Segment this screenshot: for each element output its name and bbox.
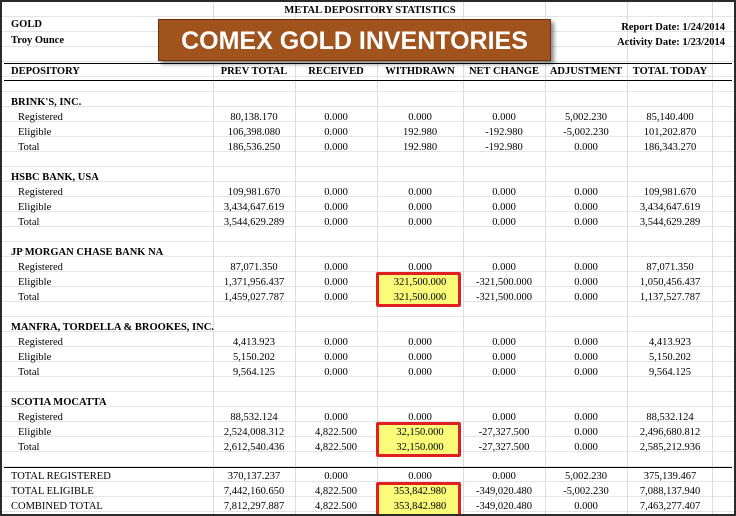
row-label: Eligible [18,277,52,288]
table-cell: 375,139.467 [643,471,697,482]
table-cell: 0.000 [492,187,516,198]
table-cell: 88,532.124 [646,412,694,423]
table-row [2,140,736,155]
totals-row [2,484,736,499]
table-row [2,110,736,125]
table-cell: 4,822.500 [315,501,357,512]
table-cell: 321,500.000 [393,277,447,288]
table-cell: 0.000 [408,412,432,423]
table-row [2,290,736,305]
unit-label: Troy Ounce [11,35,64,46]
row-label: Registered [18,412,63,423]
table-cell: 7,088,137.940 [639,486,701,497]
table-cell: 0.000 [324,127,348,138]
commodity-label: GOLD [11,19,42,30]
row-label: Eligible [18,427,52,438]
table-cell: 0.000 [324,471,348,482]
table-cell: 0.000 [574,367,598,378]
table-cell: 0.000 [408,187,432,198]
section-title: SCOTIA MOCATTA [11,397,107,408]
table-cell: 0.000 [574,277,598,288]
column-header-prev-total: PREV TOTAL [220,66,288,77]
table-cell: 0.000 [574,202,598,213]
table-cell: 32,150.000 [396,442,444,453]
table-cell: 32,150.000 [396,427,444,438]
table-cell: 7,812,297.887 [223,501,285,512]
column-header-received: RECEIVED [308,66,364,77]
report-date: Report Date: 1/24/2014 [621,22,725,33]
table-cell: 1,459,027.787 [223,292,285,303]
table-cell: -27,327.500 [478,427,530,438]
table-cell: 0.000 [324,352,348,363]
totals-row [2,499,736,514]
table-cell: -27,327.500 [478,442,530,453]
table-cell: 0.000 [574,262,598,273]
row-label: Registered [18,262,63,273]
table-cell: 0.000 [324,367,348,378]
table-cell: 0.000 [492,217,516,228]
table-cell: 321,500.000 [393,292,447,303]
table-row [2,350,736,365]
table-row [2,200,736,215]
table-cell: 0.000 [324,337,348,348]
table-cell: 4,413.923 [233,337,275,348]
table-row [2,275,736,290]
table-row [2,185,736,200]
table-cell: 0.000 [492,202,516,213]
row-label: COMBINED TOTAL [11,501,103,512]
table-cell: 192.980 [402,127,438,138]
column-header-withdrawn: WITHDRAWN [385,66,455,77]
row-label: Eligible [18,352,52,363]
table-cell: 0.000 [324,187,348,198]
table-row [2,425,736,440]
table-cell: 0.000 [492,471,516,482]
table-cell: 0.000 [574,412,598,423]
row-label: Total [18,442,40,453]
table-cell: 0.000 [492,412,516,423]
row-label: Total [18,142,40,153]
table-cell: 0.000 [574,292,598,303]
row-label: Registered [18,337,63,348]
table-cell: 0.000 [324,112,348,123]
table-cell: 0.000 [492,367,516,378]
table-cell: 0.000 [408,202,432,213]
table-cell: 4,822.500 [315,486,357,497]
row-label: Eligible [18,202,52,213]
table-row [2,410,736,425]
row-label: Eligible [18,127,52,138]
table-row [2,125,736,140]
table-cell: -349,020.480 [476,486,532,497]
table-cell: 5,150.202 [233,352,275,363]
table-cell: 192.980 [402,142,438,153]
row-label: Total [18,292,40,303]
table-cell: 0.000 [574,337,598,348]
table-cell: 109,981.670 [643,187,697,198]
table-cell: 85,140.400 [646,112,694,123]
table-cell: 2,496,680.812 [639,427,701,438]
table-cell: 0.000 [574,142,598,153]
table-cell: 1,137,527.787 [639,292,701,303]
row-label: TOTAL REGISTERED [11,471,111,482]
table-cell: 87,071.350 [646,262,694,273]
table-cell: 0.000 [408,112,432,123]
table-cell: 7,442,160.650 [223,486,285,497]
table-cell: 0.000 [408,262,432,273]
table-cell: -349,020.480 [476,501,532,512]
table-cell: 1,371,956.437 [223,277,285,288]
table-cell: 0.000 [324,292,348,303]
table-cell: 0.000 [324,412,348,423]
table-cell: 0.000 [324,262,348,273]
table-cell: 0.000 [324,277,348,288]
table-cell: 0.000 [408,367,432,378]
table-cell: 5,002.230 [565,112,607,123]
section-title: BRINK'S, INC. [11,97,82,108]
table-cell: 80,138.170 [230,112,278,123]
table-cell: 0.000 [574,442,598,453]
table-cell: 106,398.080 [227,127,281,138]
table-cell: 0.000 [492,352,516,363]
table-cell: 4,413.923 [649,337,691,348]
table-cell: 2,585,212.936 [639,442,701,453]
table-row [2,215,736,230]
report-title: METAL DEPOSITORY STATISTICS [284,5,456,16]
section-title: JP MORGAN CHASE BANK NA [11,247,164,258]
table-cell: 4,822.500 [315,442,357,453]
section-title: MANFRA, TORDELLA & BROOKES, INC. [11,322,214,333]
table-cell: -321,500.000 [476,292,532,303]
activity-date: Activity Date: 1/23/2014 [617,37,725,48]
table-cell: 353,842.980 [393,486,447,497]
table-cell: 4,822.500 [315,427,357,438]
totals-row [2,469,736,484]
table-cell: 3,434,647.619 [639,202,701,213]
table-cell: 0.000 [408,217,432,228]
table-cell: 87,071.350 [230,262,278,273]
table-cell: 3,544,629.289 [223,217,285,228]
table-cell: 370,137.237 [227,471,281,482]
table-cell: 2,524,008.312 [223,427,285,438]
table-cell: 0.000 [574,352,598,363]
row-label: Registered [18,112,63,123]
table-cell: 0.000 [492,112,516,123]
totals-rule [4,467,732,468]
table-cell: 0.000 [408,337,432,348]
row-label: Registered [18,187,63,198]
column-header-adjustment: ADJUSTMENT [549,66,623,77]
table-cell: 7,463,277.407 [639,501,701,512]
header-rule [4,63,732,64]
table-cell: -5,002.230 [563,127,609,138]
row-label: Total [18,367,40,378]
column-header-rule [4,80,732,81]
table-cell: 186,343.270 [643,142,697,153]
table-row [2,365,736,380]
banner-title: COMEX GOLD INVENTORIES [158,19,551,61]
row-label: Total [18,217,40,228]
table-cell: 0.000 [408,352,432,363]
table-cell: 0.000 [324,202,348,213]
table-cell: 109,981.670 [227,187,281,198]
table-cell: 0.000 [324,217,348,228]
table-cell: -5,002.230 [563,486,609,497]
table-cell: -321,500.000 [476,277,532,288]
column-header-depository: DEPOSITORY [11,66,80,77]
table-cell: 0.000 [574,501,598,512]
table-row [2,335,736,350]
column-header-net-change: NET CHANGE [468,66,540,77]
table-row [2,260,736,275]
table-cell: 0.000 [574,217,598,228]
table-cell: 88,532.124 [230,412,278,423]
table-cell: -192.980 [485,127,523,138]
table-cell: 0.000 [324,142,348,153]
table-cell: 186,536.250 [227,142,281,153]
column-header-total-today: TOTAL TODAY [632,66,708,77]
table-cell: 0.000 [492,262,516,273]
table-cell: 5,002.230 [565,471,607,482]
table-cell: 0.000 [574,187,598,198]
row-label: TOTAL ELIGIBLE [11,486,94,497]
table-cell: 2,612,540.436 [223,442,285,453]
section-title: HSBC BANK, USA [11,172,99,183]
table-cell: 5,150.202 [649,352,691,363]
table-cell: 3,544,629.289 [639,217,701,228]
table-cell: 0.000 [408,471,432,482]
table-cell: 0.000 [492,337,516,348]
table-cell: 101,202.870 [643,127,697,138]
table-cell: 3,434,647.619 [223,202,285,213]
table-row [2,440,736,455]
table-cell: 0.000 [574,427,598,438]
table-cell: 1,050,456.437 [639,277,701,288]
table-cell: 9,564.125 [233,367,275,378]
table-cell: 9,564.125 [649,367,691,378]
table-cell: 353,842.980 [393,501,447,512]
table-cell: -192.980 [485,142,523,153]
